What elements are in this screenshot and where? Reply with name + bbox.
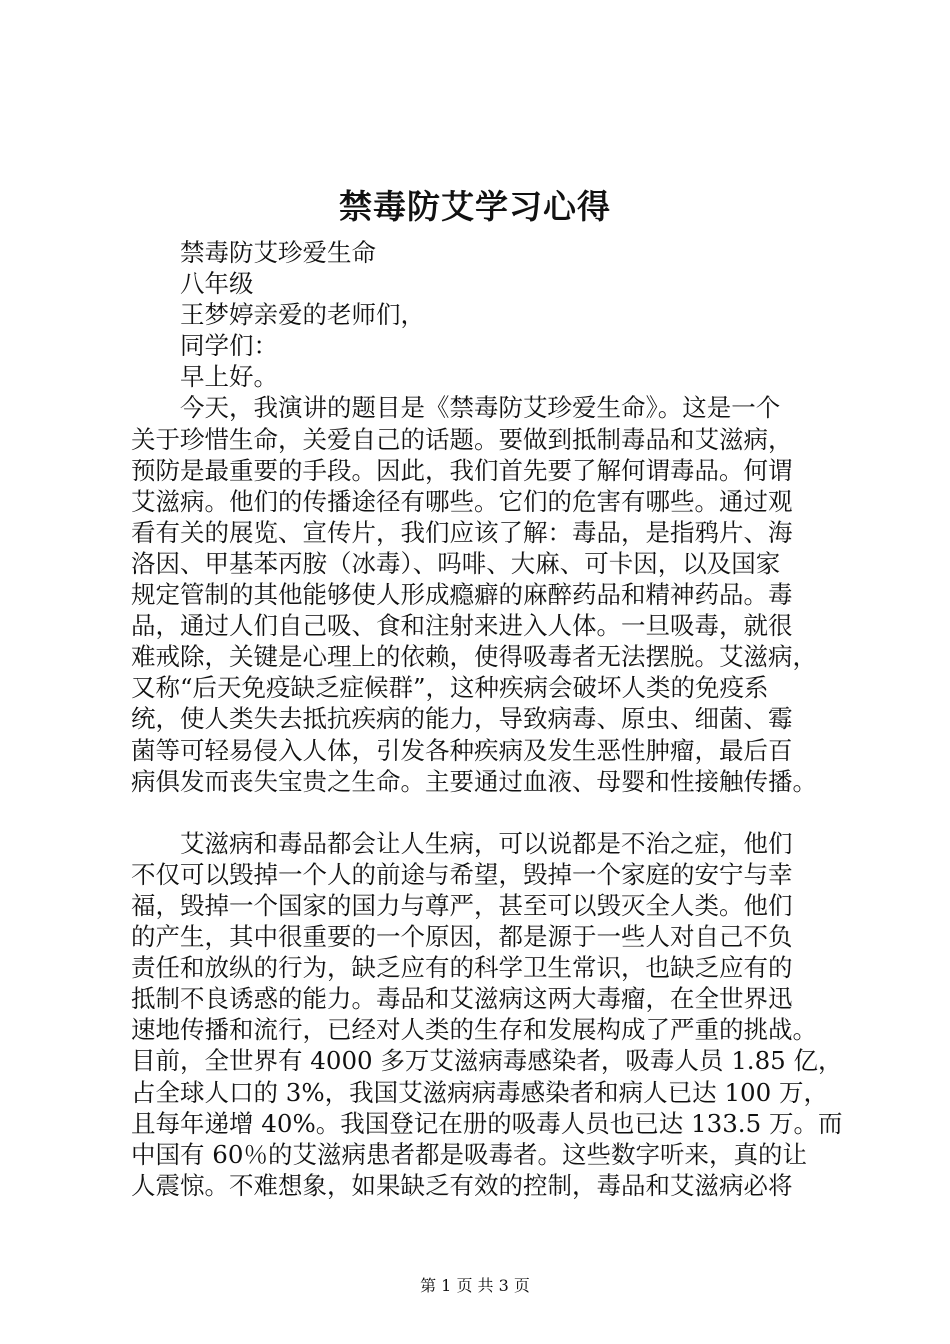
document-title: 禁毒防艾学习心得 [339, 187, 611, 226]
document-body [131, 237, 851, 1201]
text-line: 艾滋病和毒品都会让人生病，可以说都是不治之症，他们 [180, 828, 793, 858]
text-line: 看有关的展览、宣传片，我们应该了解：毒品，是指鸦片、海 [131, 517, 793, 547]
text-line: 难戒除，关键是心理上的依赖，使得吸毒者无法摆脱。艾滋病， [131, 642, 817, 672]
text-line: 人震惊。不难想象，如果缺乏有效的控制，毒品和艾滋病必将 [131, 1170, 793, 1200]
text-line: 且每年递增 40%。我国登记在册的吸毒人员也已达 133.5 万。而 [131, 1108, 843, 1138]
blank-line [131, 797, 851, 828]
page-footer: 第 1 页 共 3 页 [420, 1276, 530, 1295]
text-line: 同学们： [180, 331, 278, 361]
text-line: 规定管制的其他能够使人形成瘾癖的麻醉药品和精神药品。毒 [131, 580, 793, 610]
text-line: 禁毒防艾珍爱生命 [180, 238, 376, 267]
text-line: 又称“后天免疫缺乏症候群”，这种疾病会破坏人类的免疫系 [131, 673, 769, 703]
text-line: 病俱发而丧失宝贵之生命。主要通过血液、母婴和性接触传播。 [131, 766, 817, 796]
text-line: 早上好。 [180, 362, 278, 392]
text-line: 预防是最重要的手段。因此，我们首先要了解何谓毒品。何谓 [131, 455, 793, 485]
text-line: 王梦婷亲爱的老师们， [180, 300, 425, 330]
text-line: 八年级 [180, 269, 254, 299]
text-line: 抵制不良诱惑的能力。毒品和艾滋病这两大毒瘤，在全世界迅 [131, 984, 793, 1014]
text-line: 今天，我演讲的题目是《禁毒防艾珍爱生命》。这是一个 [180, 393, 781, 423]
text-line: 福，毁掉一个国家的国力与尊严，甚至可以毁灭全人类。他们 [131, 890, 793, 920]
text-line: 菌等可轻易侵入人体，引发各种疾病及发生恶性肿瘤，最后百 [131, 735, 793, 765]
text-line: 速地传播和流行，已经对人类的生存和发展构成了严重的挑战。 [131, 1015, 817, 1045]
text-line: 品，通过人们自己吸、食和注射来进入人体。一旦吸毒，就很 [131, 611, 793, 641]
text-line: 不仅可以毁掉一个人的前途与希望，毁掉一个家庭的安宁与幸 [131, 859, 793, 889]
text-line: 的产生，其中很重要的一个原因，都是源于一些人对自己不负 [131, 922, 793, 952]
text-line: 统，使人类失去抵抗疾病的能力，导致病毒、原虫、细菌、霉 [131, 704, 793, 734]
text-line: 洛因、甲基苯丙胺（冰毒）、吗啡、大麻、可卡因，以及国家 [131, 548, 781, 578]
text-line: 关于珍惜生命，关爱自己的话题。要做到抵制毒品和艾滋病， [131, 424, 793, 454]
text-line: 占全球人口的 3%，我国艾滋病病毒感染者和病人已达 100 万， [131, 1077, 828, 1107]
text-line: 中国有 60％的艾滋病患者都是吸毒者。这些数字听来，真的让 [131, 1139, 807, 1169]
text-line: 艾滋病。他们的传播途径有哪些。它们的危害有哪些。通过观 [131, 486, 793, 516]
text-line: 责任和放纵的行为，缺乏应有的科学卫生常识，也缺乏应有的 [131, 953, 793, 983]
text-line: 目前，全世界有 4000 多万艾滋病毒感染者，吸毒人员 1.85 亿， [131, 1046, 843, 1076]
